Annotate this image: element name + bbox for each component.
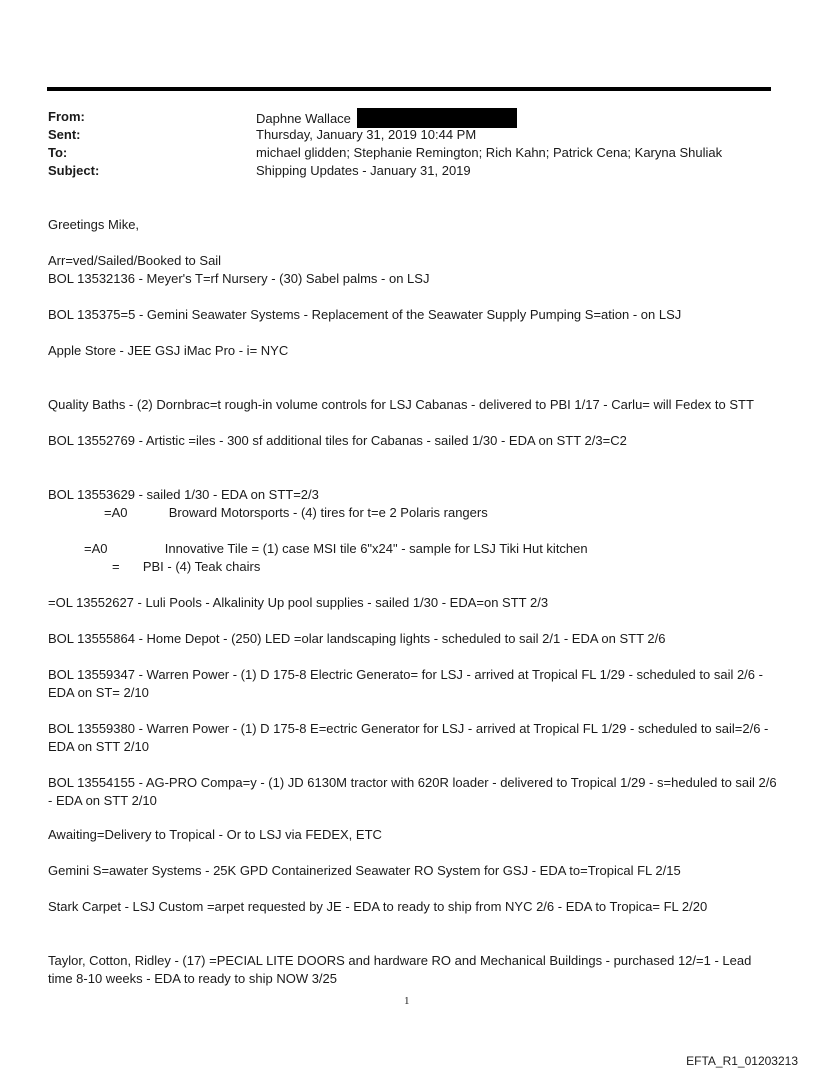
body-line: BOL 13559380 - Warren Power - (1) D 175-8 E=ectric Generator for LSJ - arrived at Tropical FL 1/29 - scheduled to sail=2/6 - EDA on STT 2/10: [48, 721, 769, 754]
body-line: BOL 13554155 - AG-PRO Compa=y - (1) JD 6130M tractor with 620R loader - delivered to Tropical 1/29 - s=heduled to sail 2/6 - EDA on STT 2/10: [48, 775, 777, 808]
redaction-block: [357, 108, 517, 128]
section-heading: Arr=ved/Sailed/Booked to Sail: [48, 253, 222, 268]
body-line: BOL 13555864 - Home Depot - (250) LED =olar landscaping lights - scheduled to sail 2/1 - EDA on STT 2/6: [48, 631, 666, 646]
body-line: Quality Baths - (2) Dornbrac=t rough-in volume controls for LSJ Cabanas - delivered to PBI 1/17 - Carlu= will Fedex to STT: [48, 397, 754, 412]
sent-value: Thursday, January 31, 2019 10:44 PM: [256, 127, 477, 142]
body-line: BOL 13532136 - Meyer's T=rf Nursery - (30) Sabel palms - on LSJ: [48, 271, 430, 286]
body-line: BOL 13552769 - Artistic =iles - 300 sf additional tiles for Cabanas - sailed 1/30 - EDA on STT 2/3=C2: [48, 433, 627, 448]
from-label: From:: [48, 109, 85, 124]
from-value: Daphne Wallace: [256, 108, 517, 128]
body-text: PBI - (4) Teak chairs: [142, 559, 261, 574]
body-line: BOL 135375=5 - Gemini Seawater Systems - Replacement of the Seawater Supply Pumping S=ation - on LSJ: [48, 307, 682, 322]
body-line-indented: [112, 558, 260, 576]
body-line: Stark Carpet - LSJ Custom =arpet requested by JE - EDA to ready to ship from NYC 2/6 - EDA to Tropica= FL 2/20: [48, 899, 708, 914]
encoding-artifact: =: [112, 559, 120, 574]
greeting: Greetings Mike,: [48, 217, 140, 232]
encoding-artifact: =A0: [104, 505, 128, 520]
body-line: Apple Store - JEE GSJ iMac Pro - i= NYC: [48, 343, 289, 358]
to-label: To:: [48, 145, 68, 160]
body-line: Taylor, Cotton, Ridley - (17) =PECIAL LITE DOORS and hardware RO and Mechanical Buildings - purchased 12/=1 - Lead time 8-10 weeks - EDA to ready to ship NOW 3/25: [48, 953, 752, 986]
page-number: 1: [404, 995, 410, 1007]
body-line: Gemini S=awater Systems - 25K GPD Containerized Seawater RO System for GSJ - EDA to=Tropical FL 2/15: [48, 863, 681, 878]
document-id-footer: EFTA_R1_01203213: [686, 1054, 798, 1068]
subject-value: Shipping Updates - January 31, 2019: [256, 163, 471, 178]
body-text: Broward Motorsports - (4) tires for t=e 2 Polaris rangers: [168, 505, 488, 520]
body-line: BOL 13553629 - sailed 1/30 - EDA on STT=2/3: [48, 487, 319, 502]
body-line: BOL 13559347 - Warren Power - (1) D 175-8 Electric Generato= for LSJ - arrived at Tropical FL 1/29 - scheduled to sail 2/6 - EDA on ST= 2/10: [48, 667, 763, 700]
header-divider: [47, 87, 771, 91]
body-line: =OL 13552627 - Luli Pools - Alkalinity Up pool supplies - sailed 1/30 - EDA=on STT 2/3: [48, 595, 549, 610]
body-line-indented: [84, 540, 588, 558]
body-text: Innovative Tile = (1) case MSI tile 6"x24" - sample for LSJ Tiki Hut kitchen: [164, 541, 588, 556]
sent-label: Sent:: [48, 127, 81, 142]
to-value: michael glidden; Stephanie Remington; Rich Kahn; Patrick Cena; Karyna Shuliak: [256, 145, 723, 160]
encoding-artifact: =A0: [84, 541, 108, 556]
section-heading: Awaiting=Delivery to Tropical - Or to LSJ via FEDEX, ETC: [48, 827, 382, 842]
body-line-indented: [104, 504, 488, 522]
subject-label: Subject:: [48, 163, 100, 178]
